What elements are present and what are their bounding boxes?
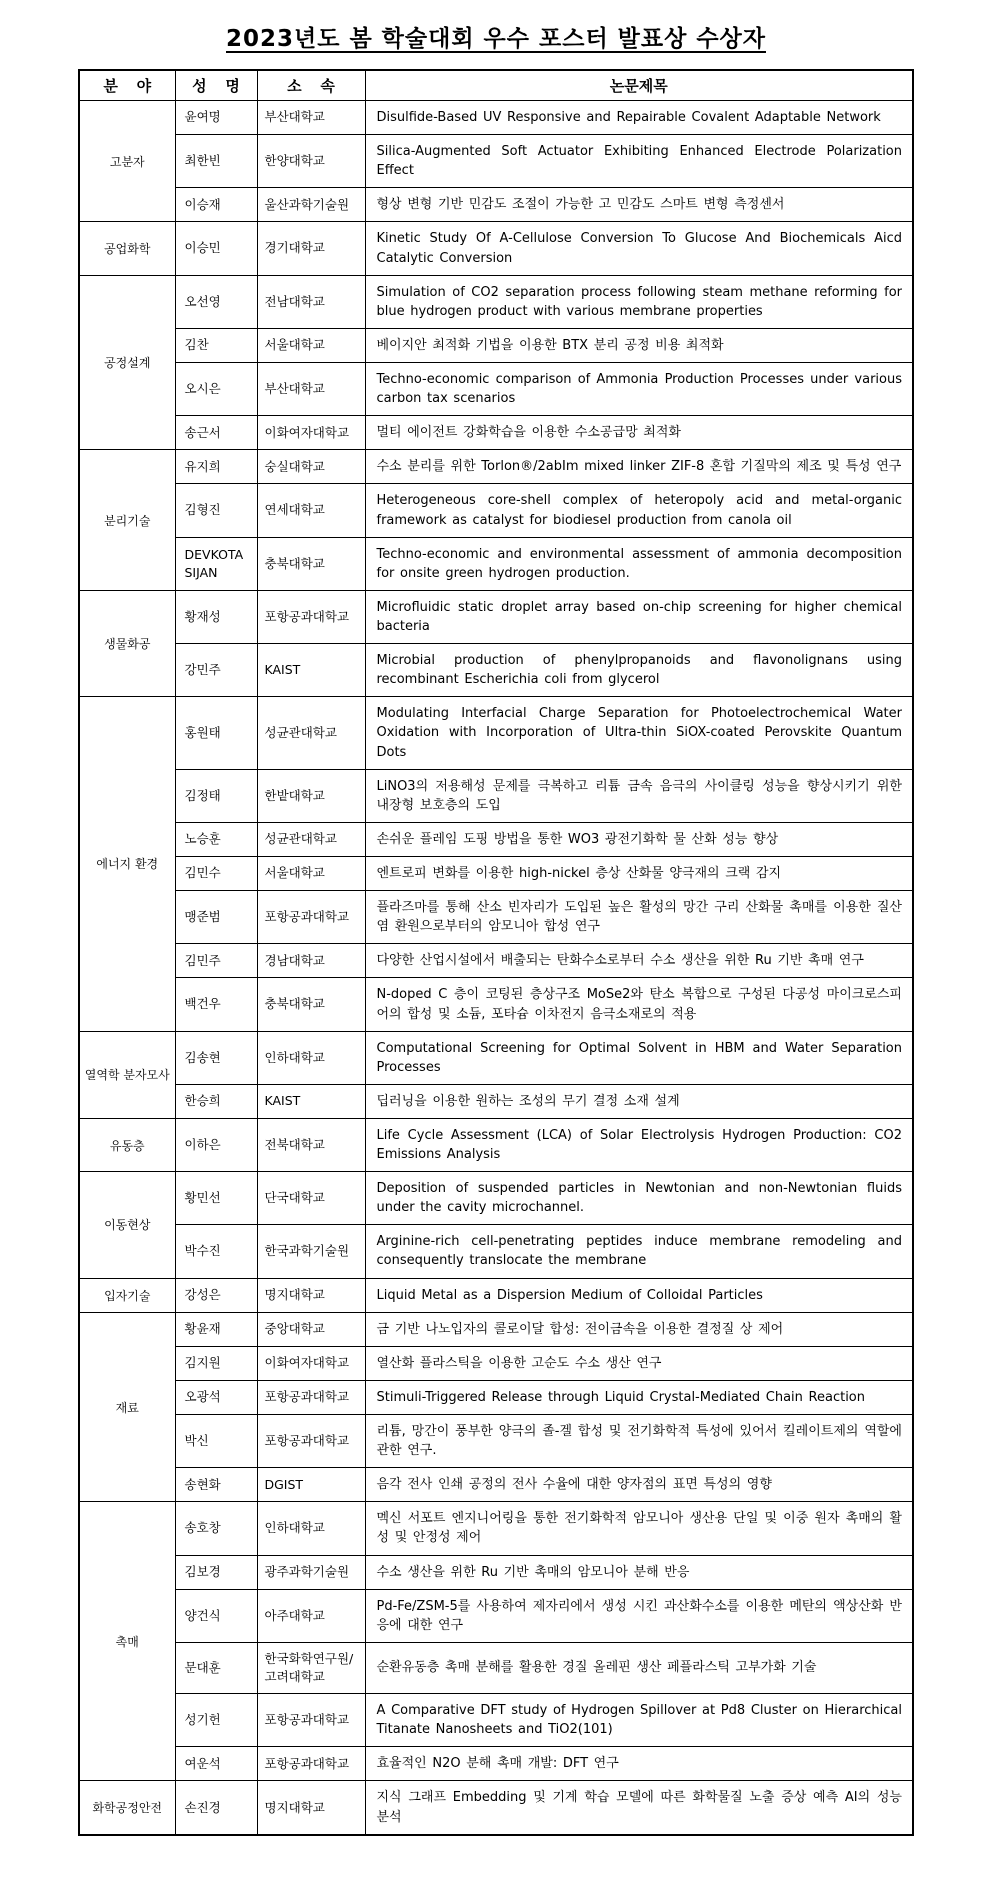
paper-title-cell: Stimuli-Triggered Release through Liquid Crystal-Mediated Chain Reaction [365, 1380, 913, 1414]
affiliation-cell: KAIST [257, 644, 365, 697]
name-cell: 성기헌 [175, 1694, 257, 1747]
column-header: 소 속 [257, 70, 365, 101]
paper-title-cell: Simulation of CO2 separation process following steam methane reforming for blue hydrogen product with various membrane properties [365, 275, 913, 328]
name-cell: 황윤재 [175, 1312, 257, 1346]
paper-title-cell: 다양한 산업시설에서 배출되는 탄화수소로부터 수소 생산을 위한 Ru 기반 촉매 연구 [365, 944, 913, 978]
affiliation-cell: 전남대학교 [257, 275, 365, 328]
affiliation-cell: 인하대학교 [257, 1031, 365, 1084]
affiliation-cell: 한국과학기술원 [257, 1225, 365, 1278]
name-cell: 이하은 [175, 1118, 257, 1171]
affiliation-cell: 명지대학교 [257, 1781, 365, 1835]
paper-title-cell: Heterogeneous core-shell complex of heteropoly acid and metal-organic framework as catalyst for biodiesel production from canola oil [365, 484, 913, 537]
affiliation-cell: 한국화학연구원/고려대학교 [257, 1642, 365, 1693]
paper-title-cell: A Comparative DFT study of Hydrogen Spillover at Pd8 Cluster on Hierarchical Titanate Nanosheets and TiO2(101) [365, 1694, 913, 1747]
table-row [79, 135, 913, 188]
paper-title-cell: 딥러닝을 이용한 원하는 조성의 무기 결정 소재 설계 [365, 1084, 913, 1118]
table-row [79, 1118, 913, 1171]
name-cell: 양건식 [175, 1589, 257, 1642]
table-row [79, 1380, 913, 1414]
field-cell: 공업화학 [79, 222, 175, 275]
paper-title-cell: Microfluidic static droplet array based on-chip screening for higher chemical bacteria [365, 590, 913, 643]
paper-title-cell: Disulfide-Based UV Responsive and Repairable Covalent Adaptable Network [365, 101, 913, 135]
name-cell: 김정태 [175, 769, 257, 822]
field-cell: 유동층 [79, 1118, 175, 1171]
affiliation-cell: 포항공과대학교 [257, 891, 365, 944]
table-row [79, 978, 913, 1031]
table-row [79, 769, 913, 822]
paper-title-cell: 멀티 에이전트 강화학습을 이용한 수소공급망 최적화 [365, 416, 913, 450]
paper-title-cell: 음각 전사 인쇄 공정의 전사 수율에 대한 양자점의 표면 특성의 영향 [365, 1468, 913, 1502]
paper-title-cell: Liquid Metal as a Dispersion Medium of Colloidal Particles [365, 1278, 913, 1312]
table-row [79, 644, 913, 697]
field-cell: 에너지 환경 [79, 697, 175, 1031]
name-cell: 이승민 [175, 222, 257, 275]
column-header: 성 명 [175, 70, 257, 101]
name-cell: 여운석 [175, 1747, 257, 1781]
table-row [79, 1468, 913, 1502]
name-cell: 김찬 [175, 328, 257, 362]
table-row [79, 1084, 913, 1118]
table-row [79, 188, 913, 222]
name-cell: 송현화 [175, 1468, 257, 1502]
paper-title-cell: 형상 변형 기반 민감도 조절이 가능한 고 민감도 스마트 변형 측정센서 [365, 188, 913, 222]
table-row [79, 275, 913, 328]
name-cell: 김민수 [175, 856, 257, 890]
name-cell: 백건우 [175, 978, 257, 1031]
affiliation-cell: 충북대학교 [257, 978, 365, 1031]
table-row [79, 101, 913, 135]
paper-title-cell: 멕신 서포트 엔지니어링을 통한 전기화학적 암모니아 생산용 단일 및 이중 원자 촉매의 활성 및 안정성 제어 [365, 1502, 913, 1555]
name-cell: 황민선 [175, 1172, 257, 1225]
affiliation-cell: 포항공과대학교 [257, 590, 365, 643]
paper-title-cell: Kinetic Study Of A-Cellulose Conversion To Glucose And Biochemicals Aicd Catalytic Conversion [365, 222, 913, 275]
table-row [79, 1415, 913, 1468]
name-cell: 오선영 [175, 275, 257, 328]
paper-title-cell: 손쉬운 플레임 도핑 방법을 통한 WO3 광전기화학 물 산화 성능 향상 [365, 822, 913, 856]
affiliation-cell: 이화여자대학교 [257, 416, 365, 450]
column-header: 논문제목 [365, 70, 913, 101]
table-row [79, 891, 913, 944]
paper-title-cell: Pd-Fe/ZSM-5를 사용하여 제자리에서 생성 시킨 과산화수소를 이용한 메탄의 액상산화 반응에 대한 연구 [365, 1589, 913, 1642]
affiliation-cell: 포항공과대학교 [257, 1747, 365, 1781]
affiliation-cell: 명지대학교 [257, 1278, 365, 1312]
paper-title-cell: 금 기반 나노입자의 콜로이달 합성: 전이금속을 이용한 결정질 상 제어 [365, 1312, 913, 1346]
affiliation-cell: 서울대학교 [257, 856, 365, 890]
table-row [79, 1781, 913, 1835]
affiliation-cell: 성균관대학교 [257, 697, 365, 769]
affiliation-cell: 단국대학교 [257, 1172, 365, 1225]
name-cell: 강성은 [175, 1278, 257, 1312]
name-cell: 황재성 [175, 590, 257, 643]
affiliation-cell: 포항공과대학교 [257, 1694, 365, 1747]
field-cell: 화학공정안전 [79, 1781, 175, 1835]
field-cell: 열역학 분자모사 [79, 1031, 175, 1118]
paper-title-cell: Silica-Augmented Soft Actuator Exhibiting Enhanced Electrode Polarization Effect [365, 135, 913, 188]
paper-title-cell: 엔트로피 변화를 이용한 high-nickel 층상 산화물 양극재의 크랙 감지 [365, 856, 913, 890]
table-row [79, 1172, 913, 1225]
paper-title-cell: Microbial production of phenylpropanoids and flavonolignans using recombinant Escherichia coli from glycerol [365, 644, 913, 697]
paper-title-cell: 순환유동층 촉매 분해를 활용한 경질 올레핀 생산 페플라스틱 고부가화 기술 [365, 1642, 913, 1693]
paper-title-cell: Computational Screening for Optimal Solvent in HBM and Water Separation Processes [365, 1031, 913, 1084]
affiliation-cell: 부산대학교 [257, 101, 365, 135]
field-cell: 입자기술 [79, 1278, 175, 1312]
table-row [79, 1642, 913, 1693]
name-cell: 이승재 [175, 188, 257, 222]
table-row [79, 1346, 913, 1380]
paper-title-cell: 리튬, 망간이 풍부한 양극의 졸-겔 합성 및 전기화학적 특성에 있어서 킬레이트제의 역할에 관한 연구. [365, 1415, 913, 1468]
paper-title-cell: Techno-economic and environmental assessment of ammonia decomposition for onsite green hydrogen production. [365, 537, 913, 590]
table-row [79, 590, 913, 643]
paper-title-cell: 지식 그래프 Embedding 및 기계 학습 모델에 따른 화학물질 노출 증상 예측 AI의 성능 분석 [365, 1781, 913, 1835]
affiliation-cell: 충북대학교 [257, 537, 365, 590]
name-cell: 김형진 [175, 484, 257, 537]
page-title: 2023년도 봄 학술대회 우수 포스터 발표상 수상자 [226, 26, 766, 52]
table-row [79, 537, 913, 590]
affiliation-cell: 울산과학기술원 [257, 188, 365, 222]
affiliation-cell: KAIST [257, 1084, 365, 1118]
affiliation-cell: 전북대학교 [257, 1118, 365, 1171]
table-row [79, 944, 913, 978]
affiliation-cell: 포항공과대학교 [257, 1380, 365, 1414]
name-cell: 강민주 [175, 644, 257, 697]
field-cell: 고분자 [79, 101, 175, 222]
name-cell: 김민주 [175, 944, 257, 978]
table-row [79, 416, 913, 450]
name-cell: 문대훈 [175, 1642, 257, 1693]
table-row [79, 1312, 913, 1346]
affiliation-cell: 한밭대학교 [257, 769, 365, 822]
table-row [79, 1555, 913, 1589]
table-row [79, 222, 913, 275]
table-row [79, 1225, 913, 1278]
field-cell: 생물화공 [79, 590, 175, 696]
affiliation-cell: 연세대학교 [257, 484, 365, 537]
name-cell: 박신 [175, 1415, 257, 1468]
paper-title-cell: 열산화 플라스틱을 이용한 고순도 수소 생산 연구 [365, 1346, 913, 1380]
name-cell: DEVKOTA SIJAN [175, 537, 257, 590]
table-row [79, 1278, 913, 1312]
name-cell: 김보경 [175, 1555, 257, 1589]
field-cell: 이동현상 [79, 1172, 175, 1278]
table-row [79, 450, 913, 484]
table-row [79, 697, 913, 769]
paper-title-cell: Arginine-rich cell-penetrating peptides induce membrane remodeling and consequently translocate the membrane [365, 1225, 913, 1278]
affiliation-cell: 아주대학교 [257, 1589, 365, 1642]
name-cell: 한승희 [175, 1084, 257, 1118]
name-cell: 손진경 [175, 1781, 257, 1835]
field-cell: 재료 [79, 1312, 175, 1502]
name-cell: 윤여명 [175, 101, 257, 135]
name-cell: 송호창 [175, 1502, 257, 1555]
affiliation-cell: 성균관대학교 [257, 822, 365, 856]
table-row [79, 856, 913, 890]
table-row [79, 822, 913, 856]
name-cell: 홍원태 [175, 697, 257, 769]
affiliation-cell: 포항공과대학교 [257, 1415, 365, 1468]
table-row [79, 362, 913, 415]
affiliation-cell: 서울대학교 [257, 328, 365, 362]
name-cell: 유지희 [175, 450, 257, 484]
affiliation-cell: 광주과학기술원 [257, 1555, 365, 1589]
table-row [79, 328, 913, 362]
affiliation-cell: 중앙대학교 [257, 1312, 365, 1346]
name-cell: 오시은 [175, 362, 257, 415]
field-cell: 공정설계 [79, 275, 175, 450]
name-cell: 오광석 [175, 1380, 257, 1414]
affiliation-cell: 경남대학교 [257, 944, 365, 978]
name-cell: 노승훈 [175, 822, 257, 856]
affiliation-cell: 경기대학교 [257, 222, 365, 275]
affiliation-cell: 한양대학교 [257, 135, 365, 188]
paper-title-cell: Modulating Interfacial Charge Separation for Photoelectrochemical Water Oxidation with Incorporation of Ultra-thin SiOX-coated Perovskite Quantum Dots [365, 697, 913, 769]
affiliation-cell: 숭실대학교 [257, 450, 365, 484]
name-cell: 맹준범 [175, 891, 257, 944]
affiliation-cell: 인하대학교 [257, 1502, 365, 1555]
field-cell: 분리기술 [79, 450, 175, 591]
affiliation-cell: 이화여자대학교 [257, 1346, 365, 1380]
affiliation-cell: 부산대학교 [257, 362, 365, 415]
table-row [79, 1589, 913, 1642]
name-cell: 김송현 [175, 1031, 257, 1084]
field-cell: 촉매 [79, 1502, 175, 1781]
table-row [79, 1694, 913, 1747]
paper-title-cell: 베이지안 최적화 기법을 이용한 BTX 분리 공정 비용 최적화 [365, 328, 913, 362]
award-table-body [79, 101, 913, 1835]
paper-title-cell: LiNO3의 저용해성 문제를 극복하고 리튬 금속 음극의 사이클링 성능을 향상시키기 위한 내장형 보호층의 도입 [365, 769, 913, 822]
award-table [78, 69, 914, 1836]
table-row [79, 1747, 913, 1781]
paper-title-cell: 수소 분리를 위한 Torlon®/2abIm mixed linker ZIF-8 혼합 기질막의 제조 및 특성 연구 [365, 450, 913, 484]
table-row [79, 1031, 913, 1084]
name-cell: 박수진 [175, 1225, 257, 1278]
column-header: 분 야 [79, 70, 175, 101]
table-row [79, 1502, 913, 1555]
paper-title-cell: 효율적인 N2O 분해 촉매 개발: DFT 연구 [365, 1747, 913, 1781]
header-row [79, 70, 913, 101]
name-cell: 최한빈 [175, 135, 257, 188]
affiliation-cell: DGIST [257, 1468, 365, 1502]
paper-title-cell: 수소 생산을 위한 Ru 기반 촉매의 암모니아 분해 반응 [365, 1555, 913, 1589]
paper-title-cell: Deposition of suspended particles in Newtonian and non-Newtonian fluids under the cavity microchannel. [365, 1172, 913, 1225]
paper-title-cell: Life Cycle Assessment (LCA) of Solar Electrolysis Hydrogen Production: CO2 Emissions Analysis [365, 1118, 913, 1171]
paper-title-cell: N-doped C 층이 코팅된 층상구조 MoSe2와 탄소 복합으로 구성된 다공성 마이크로스피어의 합성 및 소듐, 포타슘 이차전지 음극소재로의 적용 [365, 978, 913, 1031]
paper-title-cell: 플라즈마를 통해 산소 빈자리가 도입된 높은 활성의 망간 구리 산화물 촉매를 이용한 질산염 환원으로부터의 암모니아 합성 연구 [365, 891, 913, 944]
name-cell: 송근서 [175, 416, 257, 450]
name-cell: 김지원 [175, 1346, 257, 1380]
paper-title-cell: Techno-economic comparison of Ammonia Production Processes under various carbon tax scenarios [365, 362, 913, 415]
table-row [79, 484, 913, 537]
